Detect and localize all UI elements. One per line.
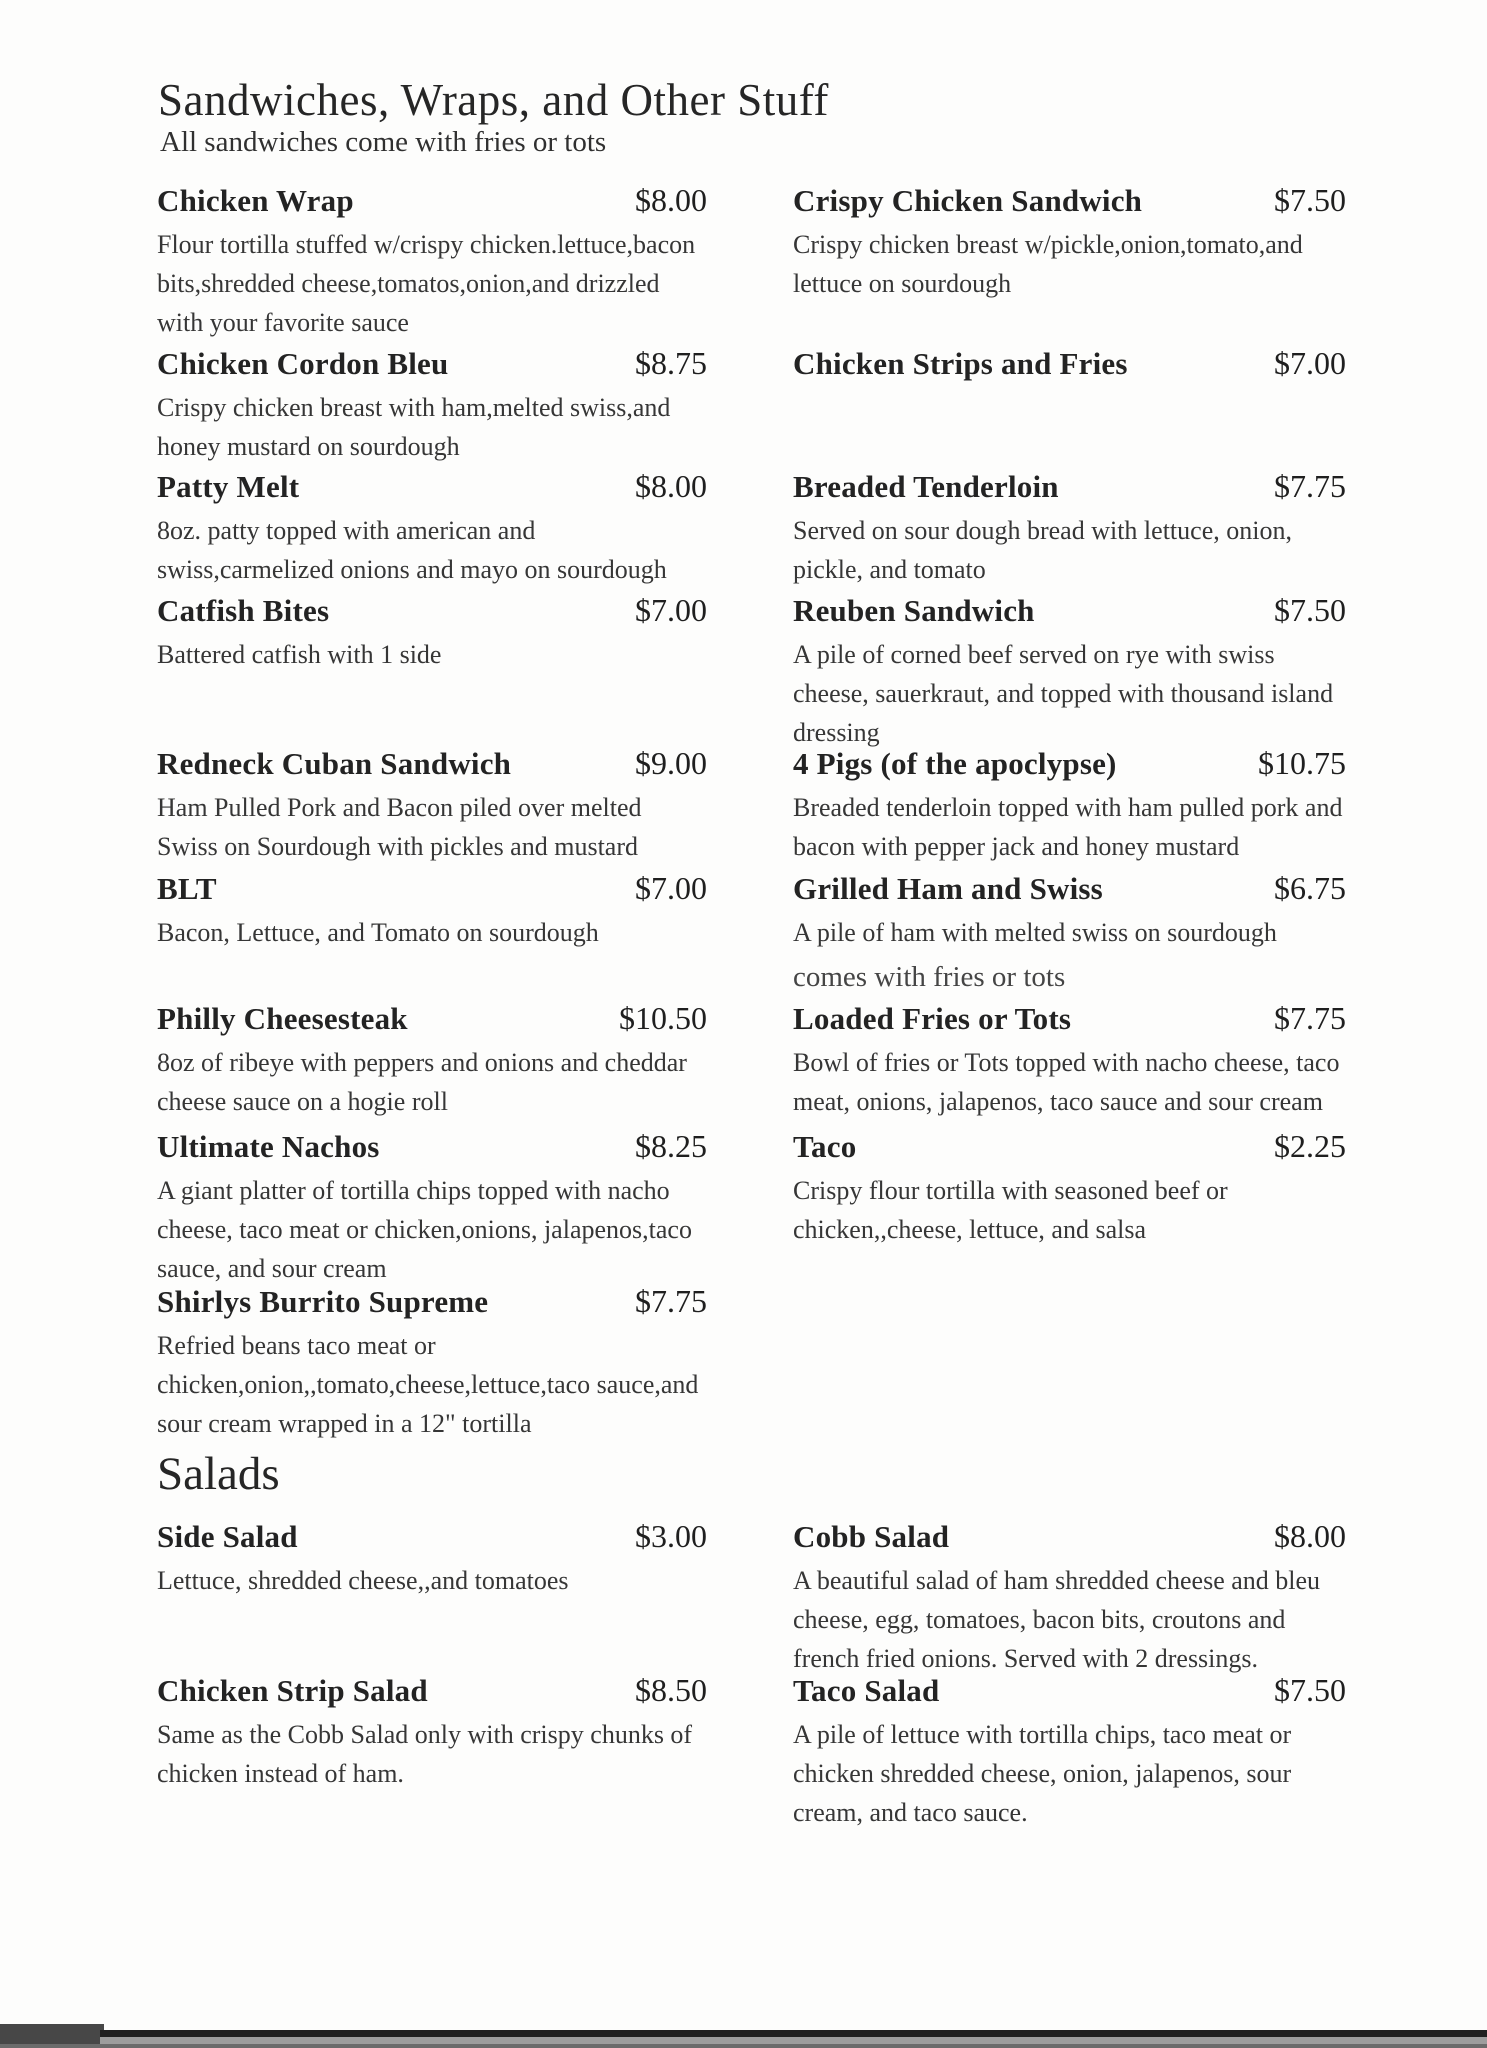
item-name: Redneck Cuban Sandwich: [157, 746, 512, 781]
item-description: 8oz. patty topped with american and swiss,carmelized onions and mayo on sourdough: [157, 516, 667, 584]
item-description: A pile of lettuce with tortilla chips, taco meat or chicken shredded cheese, onion, jalapenos, sour cream, and taco sauce.: [793, 1720, 1292, 1827]
item-price: $8.00: [1274, 1518, 1346, 1554]
item-price: $7.00: [635, 592, 707, 628]
item-name: Philly Cheesesteak: [157, 1001, 408, 1036]
item-description: Crispy chicken breast w/pickle,onion,tomato,and lettuce on sourdough: [793, 230, 1303, 298]
menu-item-philly-cheesesteak: [157, 1000, 707, 1121]
item-price: $7.50: [1274, 1672, 1346, 1708]
page-subtitle: All sandwiches come with fries or tots: [160, 126, 607, 158]
item-price: $7.50: [1274, 592, 1346, 628]
item-price: $3.00: [635, 1518, 707, 1554]
menu-item-ultimate-nachos: [157, 1128, 707, 1288]
item-description: Bowl of fries or Tots topped with nacho cheese, taco meat, onions, jalapenos, taco sauce and sour cream: [793, 1048, 1340, 1116]
item-name: Crispy Chicken Sandwich: [793, 183, 1143, 218]
item-name: Taco: [793, 1129, 857, 1164]
menu-item-taco-salad: [793, 1672, 1346, 1832]
item-price: $7.00: [635, 870, 707, 906]
item-price: $8.50: [635, 1672, 707, 1708]
item-name: Cobb Salad: [793, 1519, 950, 1554]
item-price: $6.75: [1274, 870, 1346, 906]
item-name: Reuben Sandwich: [793, 593, 1035, 628]
item-price: $2.25: [1274, 1128, 1346, 1164]
menu-item-loaded-fries-or-tots: [793, 1000, 1346, 1121]
page-title: Sandwiches, Wraps, and Other Stuff: [158, 75, 829, 126]
item-name: Chicken Wrap: [157, 183, 354, 218]
item-name: Grilled Ham and Swiss: [793, 871, 1103, 906]
item-description: Crispy chicken breast with ham,melted swiss,and honey mustard on sourdough: [157, 393, 671, 461]
item-name: Side Salad: [157, 1519, 298, 1554]
menu-item-chicken-cordon-bleu: [157, 345, 707, 466]
item-name: Breaded Tenderloin: [793, 469, 1059, 504]
item-name: Shirlys Burrito Supreme: [157, 1284, 489, 1319]
scan-edge-bottom: [0, 2044, 1487, 2048]
item-name: 4 Pigs (of the apoclypse): [793, 746, 1117, 781]
menu-item-blt: [157, 870, 707, 952]
item-description: Ham Pulled Pork and Bacon piled over melted Swiss on Sourdough with pickles and mustard: [157, 793, 642, 861]
item-description: Refried beans taco meat or chicken,onion,,tomato,cheese,lettuce,taco sauce,and sour cream wrapped in a 12" tortilla: [157, 1331, 699, 1438]
menu-item-side-salad: [157, 1518, 707, 1600]
item-price: $10.50: [619, 1000, 707, 1036]
item-name: Patty Melt: [157, 469, 300, 504]
item-description: A pile of corned beef served on rye with swiss cheese, sauerkraut, and topped with thousand island dressing: [793, 640, 1334, 747]
item-description: Bacon, Lettuce, and Tomato on sourdough: [157, 918, 599, 947]
item-price: $8.00: [635, 182, 707, 218]
item-price: $10.75: [1258, 745, 1346, 781]
item-price: $7.75: [1274, 468, 1346, 504]
item-price: $9.00: [635, 745, 707, 781]
item-name: Taco Salad: [793, 1673, 940, 1708]
item-description: Served on sour dough bread with lettuce, onion, pickle, and tomato: [793, 516, 1292, 584]
item-price: $7.00: [1274, 345, 1346, 381]
item-description: Battered catfish with 1 side: [157, 640, 442, 669]
item-name: Chicken Strips and Fries: [793, 346, 1128, 381]
menu-item-reuben-sandwich: [793, 592, 1346, 752]
item-name: BLT: [157, 871, 217, 906]
menu-item-grilled-ham-and-swiss: [793, 870, 1346, 997]
menu-item-breaded-tenderloin: [793, 468, 1346, 589]
item-name: Catfish Bites: [157, 593, 330, 628]
item-description: Breaded tenderloin topped with ham pulled pork and bacon with pepper jack and honey mustard: [793, 793, 1343, 861]
item-price: $8.00: [635, 468, 707, 504]
item-price: $8.75: [635, 345, 707, 381]
menu-item-chicken-wrap: [157, 182, 707, 342]
menu-item-chicken-strip-salad: [157, 1672, 707, 1793]
item-price: $7.50: [1274, 182, 1346, 218]
item-name: Loaded Fries or Tots: [793, 1001, 1072, 1036]
item-description: Same as the Cobb Salad only with crispy chunks of chicken instead of ham.: [157, 1720, 693, 1788]
item-description: A pile of ham with melted swiss on sourdough: [793, 918, 1277, 947]
item-description-note: comes with fries or tots: [793, 961, 1066, 993]
menu-item-taco: [793, 1128, 1346, 1249]
item-description: Crispy flour tortilla with seasoned beef or chicken,,cheese, lettuce, and salsa: [793, 1176, 1228, 1244]
item-description: Flour tortilla stuffed w/crispy chicken.lettuce,bacon bits,shredded cheese,tomatos,onion,and drizzled with your favorite sauce: [157, 230, 696, 337]
item-price: $7.75: [635, 1283, 707, 1319]
item-name: Ultimate Nachos: [157, 1129, 380, 1164]
menu-item-crispy-chicken-sandwich: [793, 182, 1346, 303]
item-description: A giant platter of tortilla chips topped with nacho cheese, taco meat or chicken,onions, jalapenos,taco sauce, and sour cream: [157, 1176, 692, 1283]
item-description: 8oz of ribeye with peppers and onions and cheddar cheese sauce on a hogie roll: [157, 1048, 687, 1116]
salads-section-title: Salads: [157, 1448, 280, 1500]
menu-item-shirlys-burrito-supreme: [157, 1283, 707, 1443]
item-price: $8.25: [635, 1128, 707, 1164]
scan-edge-bar: [100, 2030, 1487, 2037]
menu-item-chicken-strips-and-fries: [793, 345, 1346, 382]
menu-item-4-pigs: [793, 745, 1346, 866]
menu-item-catfish-bites: [157, 592, 707, 674]
item-name: Chicken Cordon Bleu: [157, 346, 449, 381]
item-price: $7.75: [1274, 1000, 1346, 1036]
menu-item-cobb-salad: [793, 1518, 1346, 1678]
item-name: Chicken Strip Salad: [157, 1673, 428, 1708]
item-description: Lettuce, shredded cheese,,and tomatoes: [157, 1566, 569, 1595]
item-description: A beautiful salad of ham shredded cheese and bleu cheese, egg, tomatoes, bacon bits, croutons and french fried onions. Served with 2 dressings.: [793, 1566, 1321, 1673]
menu-item-patty-melt: [157, 468, 707, 589]
menu-item-redneck-cuban-sandwich: [157, 745, 707, 866]
